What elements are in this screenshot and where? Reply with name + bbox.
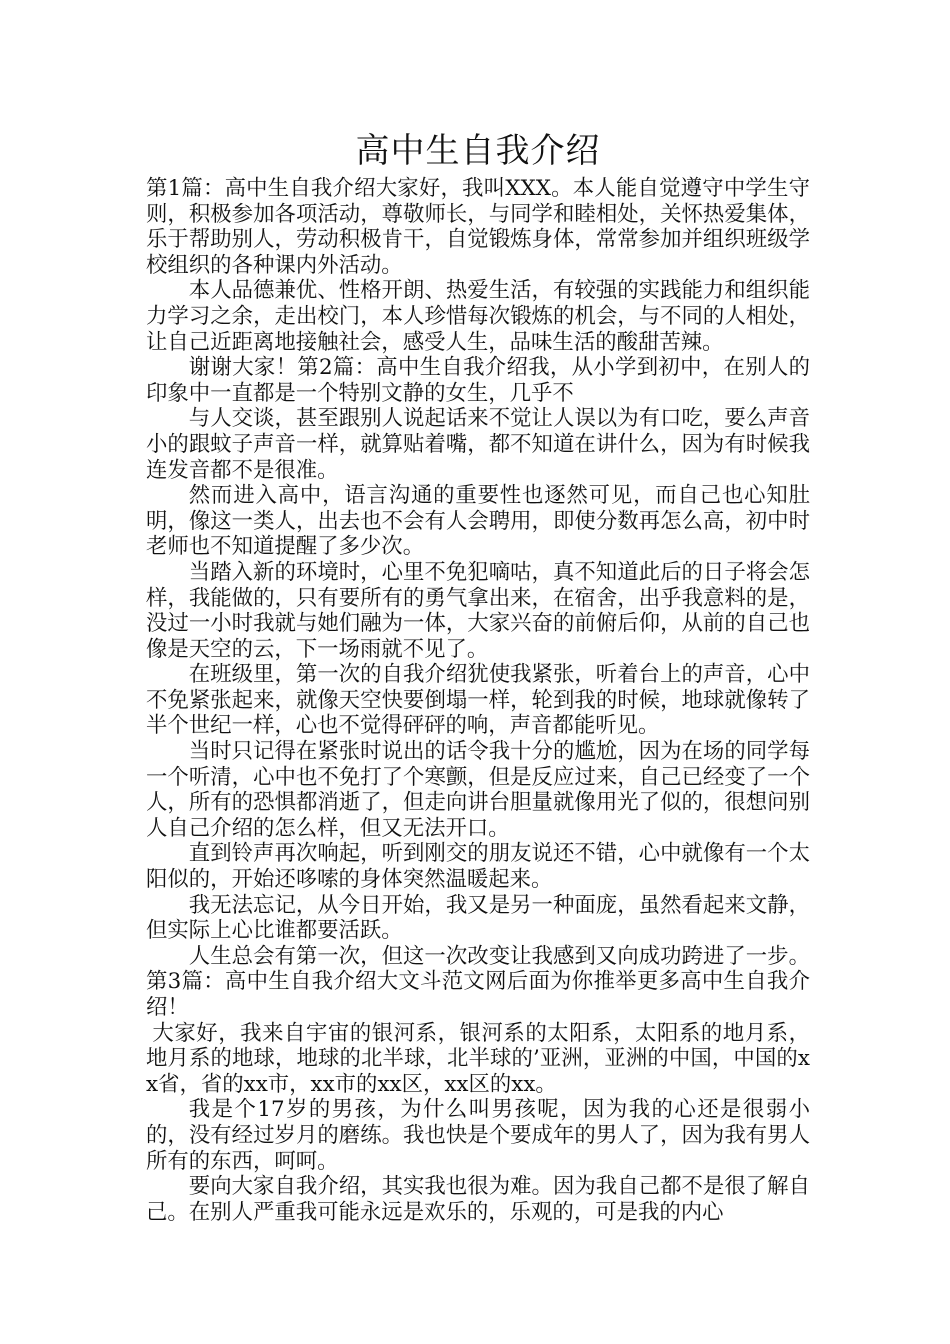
paragraph: 大家好，我来自宇宙的银河系，银河系的太阳系，太阳系的地月系，地月系的地球，地球的北半球，北半球的’亚洲，亚洲的中国，中国的xx省，省的xx市，xx市的xx区，xx区的xx。: [146, 1020, 810, 1097]
paragraph: 第1篇：高中生自我介绍大家好，我叫XXX。本人能自觉遵守中学生守则，积极参加各项活动，尊敬师长，与同学和睦相处，关怀热爱集体，乐于帮助别人，劳动积极肯干，自觉锻炼身体，常常参加并组织班级学校组织的各种课内外活动。: [146, 176, 810, 278]
paragraph: 然而进入高中，语言沟通的重要性也逐然可见，而自己也心知肚明，像这一类人，出去也不会有人会聘用，即使分数再怎么高，初中时老师也不知道提醒了多少次。: [146, 483, 810, 560]
paragraph: 直到铃声再次响起，听到刚交的朋友说还不错，心中就像有一个太阳似的，开始还哆嗦的身体突然温暖起来。: [146, 841, 810, 893]
document-body: [146, 176, 810, 1225]
paragraph: 本人品德兼优、性格开朗、热爱生活，有较强的实践能力和组织能力学习之余，走出校门，本人珍惜每次锻炼的机会，与不同的人相处，让自己近距离地接触社会，感受人生，品味生活的酸甜苦辣。: [146, 278, 810, 355]
paragraph: 要向大家自我介绍，其实我也很为难。因为我自己都不是很了解自己。在别人严重我可能永远是欢乐的，乐观的，可是我的内心: [146, 1174, 810, 1225]
paragraph: 当踏入新的环境时，心里不免犯嘀咕，真不知道此后的日子将会怎样，我能做的，只有要所有的勇气拿出来，在宿舍，出乎我意料的是，没过一小时我就与她们融为一体，大家兴奋的前俯后仰，从前的自己也像是天空的云，下一场雨就不见了。: [146, 559, 810, 662]
paragraph: 当时只记得在紧张时说出的话令我十分的尴尬，因为在场的同学每一个听清，心中也不免打了个寒颤，但是反应过来，自己已经变了一个人，所有的恐惧都消逝了，但走向讲台胆量就像用光了似的，很想问别人自己介绍的怎么样，但又无法开口。: [146, 739, 810, 841]
paragraph: 与人交谈，甚至跟别人说起话来不觉让人误以为有口吃，要么声音小的跟蚊子声音一样，就算贴着嘴，都不知道在讲什么，因为有时候我连发音都不是很准。: [146, 406, 810, 483]
paragraph: 在班级里，第一次的自我介绍犹使我紧张，听着台上的声音，心中不免紧张起来，就像天空快要倒塌一样，轮到我的时候，地球就像转了半个世纪一样，心也不觉得砰砰的响，声音都能听见。: [146, 662, 810, 739]
paragraph: 人生总会有第一次，但这一次改变让我感到又向成功跨进了一步。第3篇：高中生自我介绍大文斗范文网后面为你推举更多高中生自我介绍！: [146, 943, 810, 1020]
document-title: 高中生自我介绍: [355, 131, 601, 171]
paragraph: 我无法忘记，从今日开始，我又是另一种面庞，虽然看起来文静，但实际上心比谁都要活跃。: [146, 892, 810, 944]
paragraph: 谢谢大家！第2篇：高中生自我介绍我，从小学到初中，在别人的印象中一直都是一个特别文静的女生，几乎不: [146, 355, 810, 406]
document-page: [146, 128, 810, 1225]
paragraph: 我是个17岁的男孩，为什么叫男孩呢，因为我的心还是很弱小的，没有经过岁月的磨练。我也快是个要成年的男人了，因为我有男人所有的东西，呵呵。: [146, 1097, 810, 1174]
